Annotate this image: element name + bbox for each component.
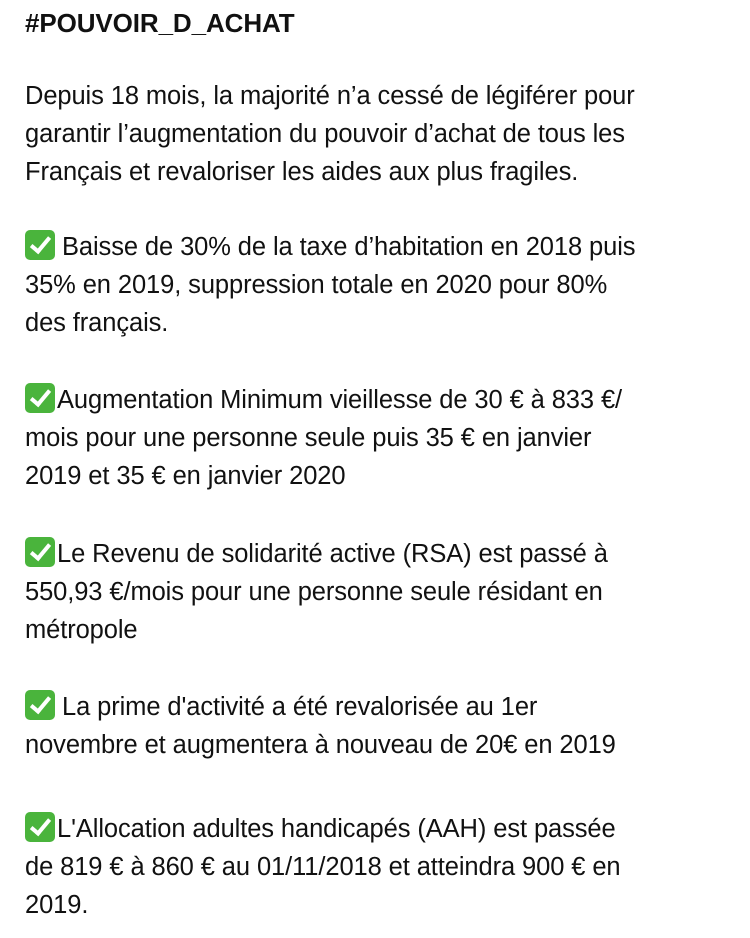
check-mark-icon: [25, 690, 55, 720]
intro-line-2: garantir l’augmentation du pouvoir d’achat de tous les: [25, 120, 625, 148]
item-4-text: La prime d'activité a été revalorisée au 1er: [62, 693, 538, 721]
check-mark-icon: [25, 383, 55, 413]
post-title: #POUVOIR_D_ACHAT: [25, 8, 295, 38]
item-5-line-2: de 819 € à 860 € au 01/11/2018 et atteindra 900 € en: [25, 853, 621, 881]
item-3-line-3: métropole: [25, 616, 138, 644]
item-5-line-3: 2019.: [25, 891, 89, 919]
check-mark-icon: [25, 812, 55, 842]
item-3-text: Le Revenu de solidarité active (RSA) est passé à: [57, 540, 608, 568]
item-3-line-2: 550,93 €/mois pour une personne seule résidant en: [25, 578, 603, 606]
item-5-line-1: [25, 810, 738, 848]
item-1-line-3: des français.: [25, 309, 169, 337]
intro-line-1: Depuis 18 mois, la majorité n’a cessé de légiférer pour: [25, 82, 635, 110]
item-3-line-1: [25, 535, 738, 573]
item-2-line-1: [25, 381, 738, 419]
item-4-line-1: [25, 688, 738, 726]
item-4-line-2: novembre et augmentera à nouveau de 20€ en 2019: [25, 731, 616, 759]
intro-line-3: Français et revaloriser les aides aux plus fragiles.: [25, 158, 579, 186]
item-2-line-3: 2019 et 35 € en janvier 2020: [25, 462, 346, 490]
item-1-text: Baisse de 30% de la taxe d’habitation en 2018 puis: [62, 233, 636, 261]
item-1-line-1: [25, 228, 738, 266]
item-5-text: L'Allocation adultes handicapés (AAH) est passée: [57, 815, 616, 843]
item-2-line-2: mois pour une personne seule puis 35 € en janvier: [25, 424, 592, 452]
item-2-text: Augmentation Minimum vieillesse de 30 € à 833 €/: [57, 386, 623, 414]
check-mark-icon: [25, 230, 55, 260]
check-mark-icon: [25, 537, 55, 567]
item-1-line-2: 35% en 2019, suppression totale en 2020 pour 80%: [25, 271, 608, 299]
